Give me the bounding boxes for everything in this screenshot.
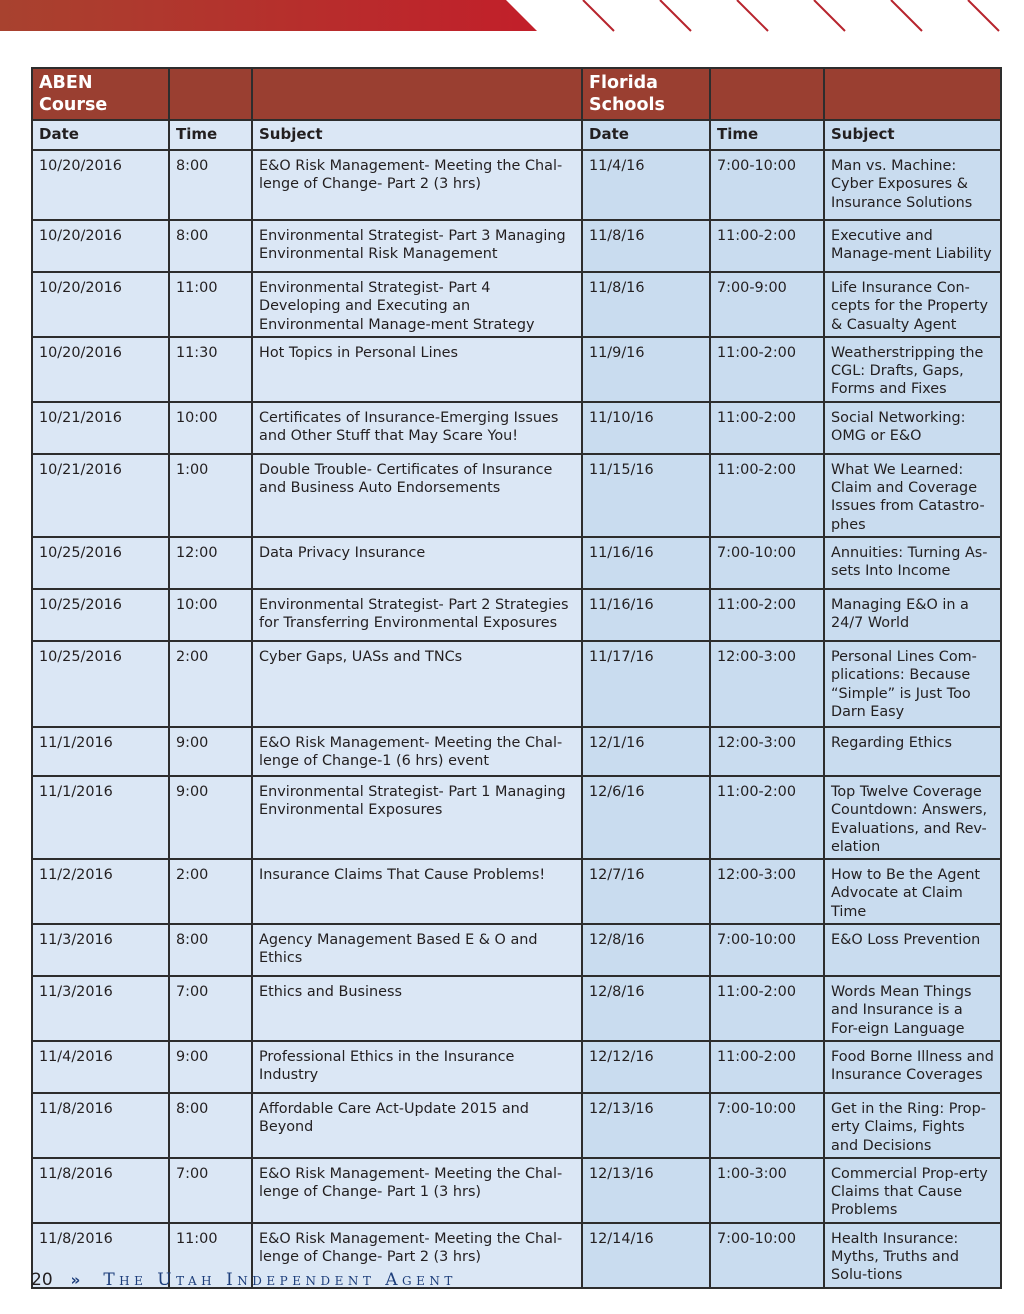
cell-time: 11:00-2:00 bbox=[710, 402, 824, 454]
cell-subject: Double Trouble- Certificates of Insurance and Business Auto Endorsements bbox=[252, 454, 582, 537]
banner-graphic bbox=[0, 0, 1024, 34]
schedule-body bbox=[32, 150, 1001, 1288]
cell-date: 10/25/2016 bbox=[32, 641, 169, 727]
table-row bbox=[32, 727, 1001, 776]
cell-subject: Hot Topics in Personal Lines bbox=[252, 337, 582, 402]
cell-date: 11/15/16 bbox=[582, 454, 710, 537]
aben-course-heading: ABEN Course bbox=[32, 68, 169, 120]
cell-date: 11/16/16 bbox=[582, 589, 710, 641]
cell-subject: Agency Management Based E & O and Ethics bbox=[252, 924, 582, 976]
cell-date: 10/25/2016 bbox=[32, 537, 169, 589]
header-empty-cell bbox=[710, 68, 824, 120]
cell-subject: Life Insurance Con-cepts for the Property & Casualty Agent bbox=[824, 272, 1001, 337]
cell-date: 12/6/16 bbox=[582, 776, 710, 859]
cell-date: 10/20/2016 bbox=[32, 150, 169, 220]
cell-time: 12:00 bbox=[169, 537, 252, 589]
cell-date: 11/8/2016 bbox=[32, 1158, 169, 1223]
florida-schools-heading: Florida Schools bbox=[582, 68, 710, 120]
table-row bbox=[32, 589, 1001, 641]
column-header-subject: Subject bbox=[252, 120, 582, 150]
cell-time: 11:00-2:00 bbox=[710, 976, 824, 1041]
column-header-date: Date bbox=[582, 120, 710, 150]
group-header-row bbox=[32, 68, 1001, 120]
cell-time: 11:00-2:00 bbox=[710, 337, 824, 402]
cell-time: 9:00 bbox=[169, 727, 252, 776]
cell-time: 1:00-3:00 bbox=[710, 1158, 824, 1223]
cell-date: 12/14/16 bbox=[582, 1223, 710, 1288]
table-row bbox=[32, 150, 1001, 220]
header-empty-cell bbox=[824, 68, 1001, 120]
cell-subject: Environmental Strategist- Part 3 Managing Environmental Risk Management bbox=[252, 220, 582, 272]
cell-subject: Environmental Strategist- Part 4 Developing and Executing an Environmental Manage-ment Strategy bbox=[252, 272, 582, 337]
table-row bbox=[32, 776, 1001, 859]
cell-subject: Food Borne Illness and Insurance Coverages bbox=[824, 1041, 1001, 1093]
cell-time: 11:00-2:00 bbox=[710, 589, 824, 641]
cell-date: 12/8/16 bbox=[582, 976, 710, 1041]
cell-subject: Commercial Prop-erty Claims that Cause Problems bbox=[824, 1158, 1001, 1223]
cell-subject: Annuities: Turning As-sets Into Income bbox=[824, 537, 1001, 589]
cell-subject: E&O Risk Management- Meeting the Chal-lenge of Change- Part 2 (3 hrs) bbox=[252, 150, 582, 220]
chevron-right-icon: » bbox=[70, 1271, 78, 1289]
cell-date: 11/3/2016 bbox=[32, 924, 169, 976]
cell-date: 11/4/2016 bbox=[32, 1041, 169, 1093]
cell-time: 2:00 bbox=[169, 641, 252, 727]
cell-date: 11/1/2016 bbox=[32, 727, 169, 776]
cell-time: 8:00 bbox=[169, 1093, 252, 1158]
cell-subject: Cyber Gaps, UASs and TNCs bbox=[252, 641, 582, 727]
cell-time: 7:00-10:00 bbox=[710, 1093, 824, 1158]
table-row bbox=[32, 454, 1001, 537]
top-decorative-banner bbox=[0, 0, 1024, 34]
cell-date: 11/8/2016 bbox=[32, 1093, 169, 1158]
cell-date: 10/20/2016 bbox=[32, 272, 169, 337]
table-row bbox=[32, 272, 1001, 337]
cell-subject: Words Mean Things and Insurance is a For-eign Language bbox=[824, 976, 1001, 1041]
cell-subject: E&O Loss Prevention bbox=[824, 924, 1001, 976]
cell-time: 7:00-10:00 bbox=[710, 1223, 824, 1288]
cell-date: 11/9/16 bbox=[582, 337, 710, 402]
cell-time: 7:00 bbox=[169, 1158, 252, 1223]
cell-time: 11:00 bbox=[169, 1223, 252, 1288]
cell-date: 12/7/16 bbox=[582, 859, 710, 924]
column-header-subject: Subject bbox=[824, 120, 1001, 150]
cell-date: 11/1/2016 bbox=[32, 776, 169, 859]
cell-time: 8:00 bbox=[169, 220, 252, 272]
cell-subject: Ethics and Business bbox=[252, 976, 582, 1041]
cell-subject: Executive and Manage-ment Liability bbox=[824, 220, 1001, 272]
cell-time: 11:00-2:00 bbox=[710, 454, 824, 537]
cell-time: 11:00-2:00 bbox=[710, 220, 824, 272]
cell-date: 12/12/16 bbox=[582, 1041, 710, 1093]
cell-time: 12:00-3:00 bbox=[710, 641, 824, 727]
cell-subject: Environmental Strategist- Part 2 Strategies for Transferring Environmental Exposures bbox=[252, 589, 582, 641]
cell-time: 8:00 bbox=[169, 924, 252, 976]
cell-subject: Certificates of Insurance-Emerging Issues and Other Stuff that May Scare You! bbox=[252, 402, 582, 454]
cell-time: 1:00 bbox=[169, 454, 252, 537]
cell-time: 2:00 bbox=[169, 859, 252, 924]
cell-subject: Insurance Claims That Cause Problems! bbox=[252, 859, 582, 924]
cell-subject: Environmental Strategist- Part 1 Managing Environmental Exposures bbox=[252, 776, 582, 859]
cell-subject: Personal Lines Com-plications: Because “Simple” is Just Too Darn Easy bbox=[824, 641, 1001, 727]
cell-subject: E&O Risk Management- Meeting the Chal-lenge of Change- Part 2 (3 hrs) bbox=[252, 1223, 582, 1288]
cell-subject: E&O Risk Management- Meeting the Chal-lenge of Change- Part 1 (3 hrs) bbox=[252, 1158, 582, 1223]
column-header-time: Time bbox=[710, 120, 824, 150]
cell-date: 12/1/16 bbox=[582, 727, 710, 776]
cell-subject: Weatherstripping the CGL: Drafts, Gaps, Forms and Fixes bbox=[824, 337, 1001, 402]
cell-date: 11/10/16 bbox=[582, 402, 710, 454]
cell-date: 12/8/16 bbox=[582, 924, 710, 976]
cell-time: 11:00-2:00 bbox=[710, 1041, 824, 1093]
table-row bbox=[32, 402, 1001, 454]
cell-date: 11/16/16 bbox=[582, 537, 710, 589]
cell-date: 11/3/2016 bbox=[32, 976, 169, 1041]
cell-time: 11:00 bbox=[169, 272, 252, 337]
cell-time: 11:00-2:00 bbox=[710, 776, 824, 859]
cell-time: 7:00-9:00 bbox=[710, 272, 824, 337]
cell-time: 12:00-3:00 bbox=[710, 727, 824, 776]
cell-subject: Regarding Ethics bbox=[824, 727, 1001, 776]
column-header-date: Date bbox=[32, 120, 169, 150]
cell-subject: Managing E&O in a 24/7 World bbox=[824, 589, 1001, 641]
cell-time: 9:00 bbox=[169, 1041, 252, 1093]
cell-time: 7:00-10:00 bbox=[710, 924, 824, 976]
cell-date: 11/17/16 bbox=[582, 641, 710, 727]
cell-subject: Man vs. Machine: Cyber Exposures & Insurance Solutions bbox=[824, 150, 1001, 220]
cell-subject: Top Twelve Coverage Countdown: Answers, Evaluations, and Rev-elation bbox=[824, 776, 1001, 859]
cell-date: 11/8/16 bbox=[582, 220, 710, 272]
cell-date: 11/2/2016 bbox=[32, 859, 169, 924]
table-row bbox=[32, 1093, 1001, 1158]
cell-date: 10/21/2016 bbox=[32, 454, 169, 537]
cell-subject: Health Insurance: Myths, Truths and Solu-tions bbox=[824, 1223, 1001, 1288]
cell-date: 11/4/16 bbox=[582, 150, 710, 220]
column-header-time: Time bbox=[169, 120, 252, 150]
cell-time: 9:00 bbox=[169, 776, 252, 859]
page-footer bbox=[31, 1268, 457, 1292]
header-empty-cell bbox=[169, 68, 252, 120]
cell-date: 10/21/2016 bbox=[32, 402, 169, 454]
cell-time: 12:00-3:00 bbox=[710, 859, 824, 924]
cell-date: 10/20/2016 bbox=[32, 337, 169, 402]
cell-time: 11:30 bbox=[169, 337, 252, 402]
cell-time: 7:00 bbox=[169, 976, 252, 1041]
cell-subject: E&O Risk Management- Meeting the Chal-lenge of Change-1 (6 hrs) event bbox=[252, 727, 582, 776]
cell-subject: Social Networking: OMG or E&O bbox=[824, 402, 1001, 454]
cell-time: 10:00 bbox=[169, 402, 252, 454]
cell-time: 7:00-10:00 bbox=[710, 537, 824, 589]
cell-date: 11/8/2016 bbox=[32, 1223, 169, 1288]
cell-subject: Data Privacy Insurance bbox=[252, 537, 582, 589]
cell-date: 10/20/2016 bbox=[32, 220, 169, 272]
cell-time: 7:00-10:00 bbox=[710, 150, 824, 220]
cell-date: 12/13/16 bbox=[582, 1093, 710, 1158]
table-row bbox=[32, 1041, 1001, 1093]
cell-subject: Professional Ethics in the Insurance Industry bbox=[252, 1041, 582, 1093]
table-row bbox=[32, 220, 1001, 272]
cell-time: 10:00 bbox=[169, 589, 252, 641]
cell-time: 8:00 bbox=[169, 150, 252, 220]
table-row bbox=[32, 1158, 1001, 1223]
table-row bbox=[32, 924, 1001, 976]
table-row bbox=[32, 859, 1001, 924]
cell-subject: Affordable Care Act-Update 2015 and Beyond bbox=[252, 1093, 582, 1158]
header-empty-cell bbox=[252, 68, 582, 120]
column-header-row bbox=[32, 120, 1001, 150]
cell-subject: Get in the Ring: Prop-erty Claims, Fights and Decisions bbox=[824, 1093, 1001, 1158]
cell-date: 11/8/16 bbox=[582, 272, 710, 337]
course-schedule-table bbox=[31, 67, 1002, 1289]
cell-date: 12/13/16 bbox=[582, 1158, 710, 1223]
page-number: 20 bbox=[31, 1270, 53, 1290]
cell-date: 10/25/2016 bbox=[32, 589, 169, 641]
cell-subject: How to Be the Agent Advocate at Claim Time bbox=[824, 859, 1001, 924]
cell-subject: What We Learned: Claim and Coverage Issues from Catastro-phes bbox=[824, 454, 1001, 537]
table-row bbox=[32, 337, 1001, 402]
publication-title: The Utah Independent Agent bbox=[103, 1270, 457, 1290]
table-row bbox=[32, 641, 1001, 727]
table-row bbox=[32, 976, 1001, 1041]
table-row bbox=[32, 537, 1001, 589]
